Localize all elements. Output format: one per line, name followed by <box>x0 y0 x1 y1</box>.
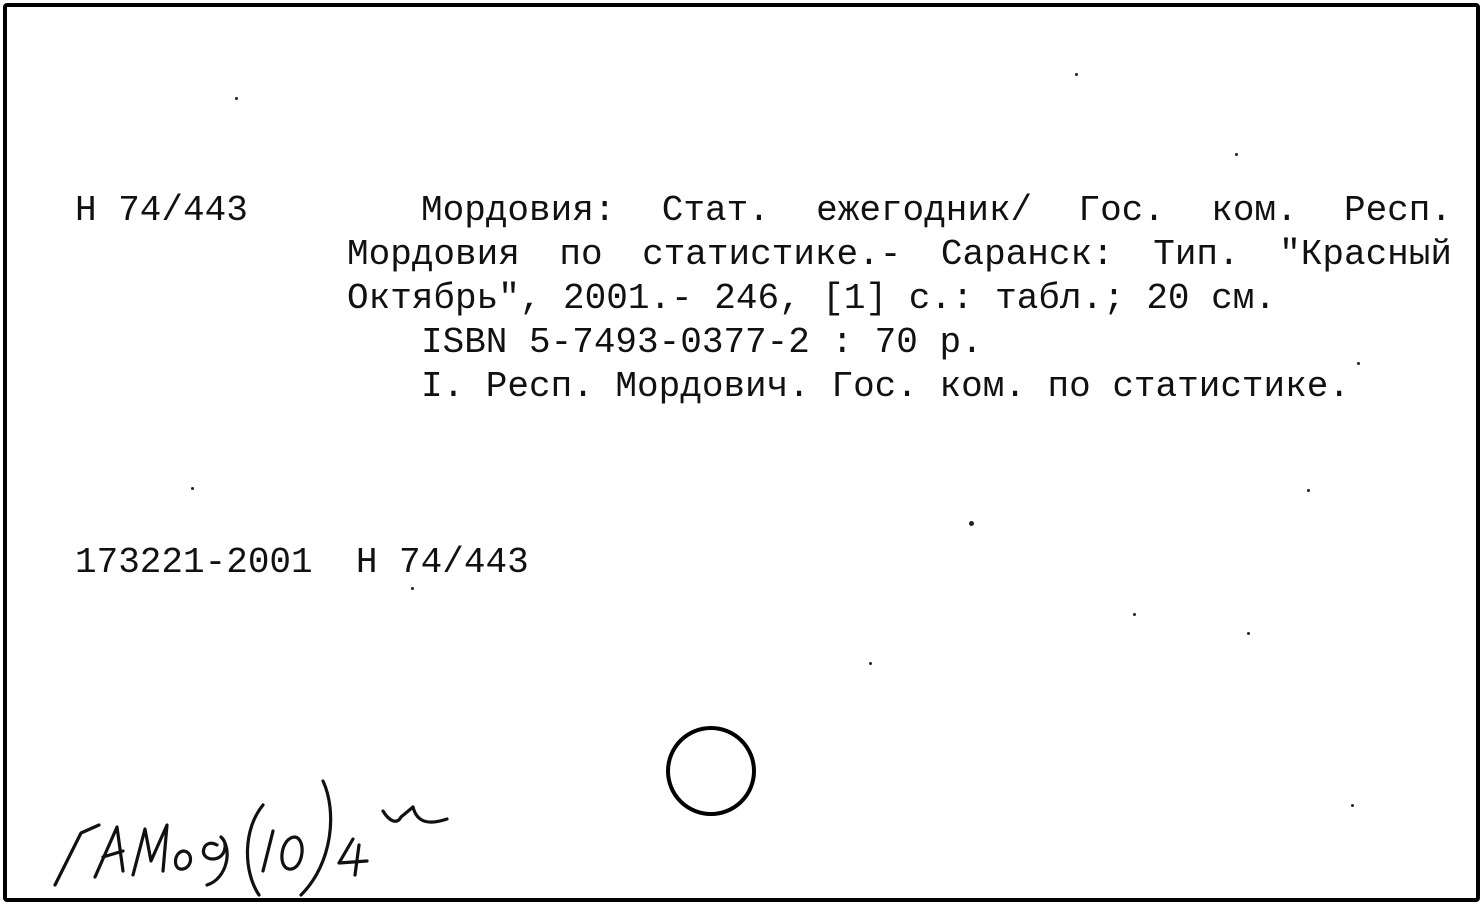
entry-isbn: ISBN 5-7493-0377-2 : 70 р. <box>421 322 983 363</box>
scan-speck <box>1133 613 1136 616</box>
shelfmark: Н 74/443 <box>75 190 248 231</box>
scan-speck <box>235 97 238 100</box>
catalog-card <box>3 3 1480 902</box>
scan-speck <box>191 487 194 490</box>
scan-speck <box>411 587 414 590</box>
scan-speck <box>1075 73 1078 76</box>
scan-speck <box>1247 632 1250 635</box>
entry-description: Мордовия: Стат. ежегодник/ Гос. ком. Респ. Мордовия по статистике.- Саранск: Тип. "Красный Октябрь", 2001.- 246, [1] с.: табл.; 20 см. <box>347 190 1452 319</box>
scan-speck <box>1351 804 1354 807</box>
accession-footer: 173221-2001 Н 74/443 <box>75 542 529 583</box>
bibliographic-entry <box>347 189 1452 409</box>
punch-hole <box>666 726 756 816</box>
scan-speck <box>1307 489 1310 492</box>
scan-speck <box>869 662 872 665</box>
scan-speck <box>1235 153 1238 156</box>
scan-speck <box>969 521 974 526</box>
scan-speck <box>1357 362 1360 365</box>
handwritten-signature <box>37 767 557 907</box>
entry-added-entry: I. Респ. Мордович. Гос. ком. по статистике. <box>421 366 1350 407</box>
